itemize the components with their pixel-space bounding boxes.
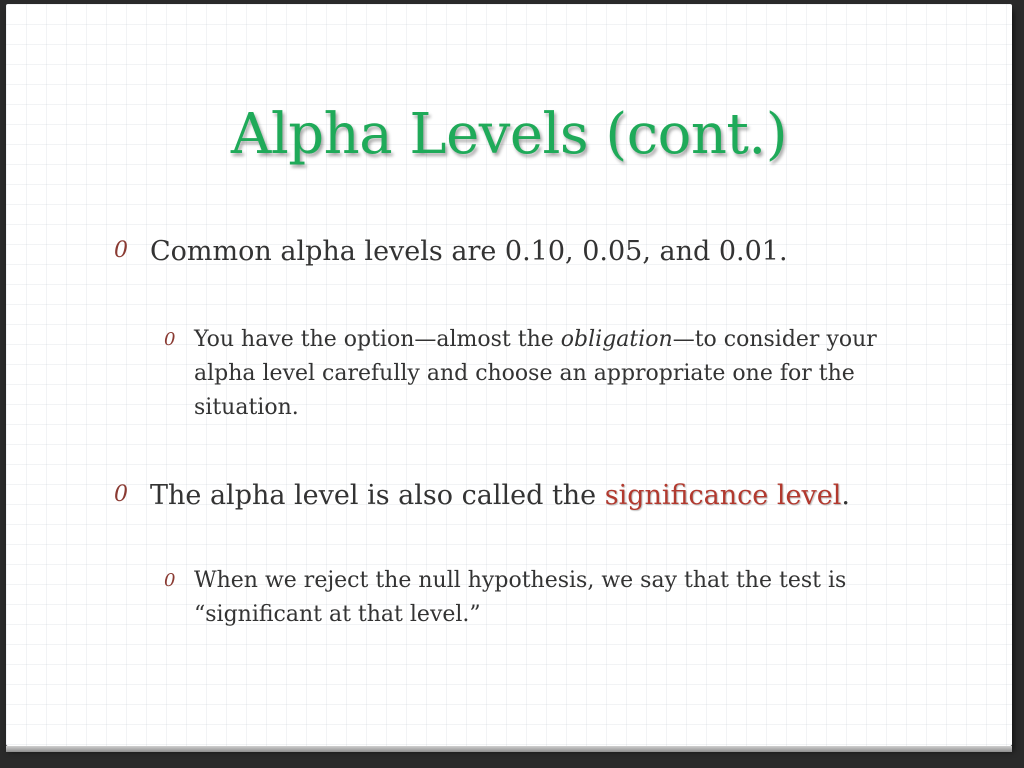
bullet-text: Common alpha levels are 0.10, 0.05, and 0.01. [150, 236, 788, 267]
bullet-text-end: —to consider your alpha level carefully and choose an appropriate one for the situation. [194, 327, 877, 420]
bullet-text-start: The alpha level is also called the [150, 480, 605, 511]
bullet-marker: 0 [164, 570, 176, 591]
bullet-text [194, 323, 884, 425]
slide-title: Alpha Levels (cont.) [230, 102, 788, 167]
emphasis-text: obligation [560, 327, 673, 352]
bullet-text: When we reject the null hypothesis, we say that the test is “significant at that level.” [194, 568, 847, 627]
bullet-marker: 0 [164, 329, 176, 350]
bullet-text-start: You have the option—almost the [194, 327, 561, 352]
slide [6, 4, 1012, 746]
bullet-marker: 0 [114, 238, 128, 263]
bullet-marker: 0 [114, 482, 128, 507]
highlighted-term: significance level [604, 480, 842, 511]
bullet-text-end: . [841, 480, 850, 511]
bullet-text [150, 480, 850, 511]
